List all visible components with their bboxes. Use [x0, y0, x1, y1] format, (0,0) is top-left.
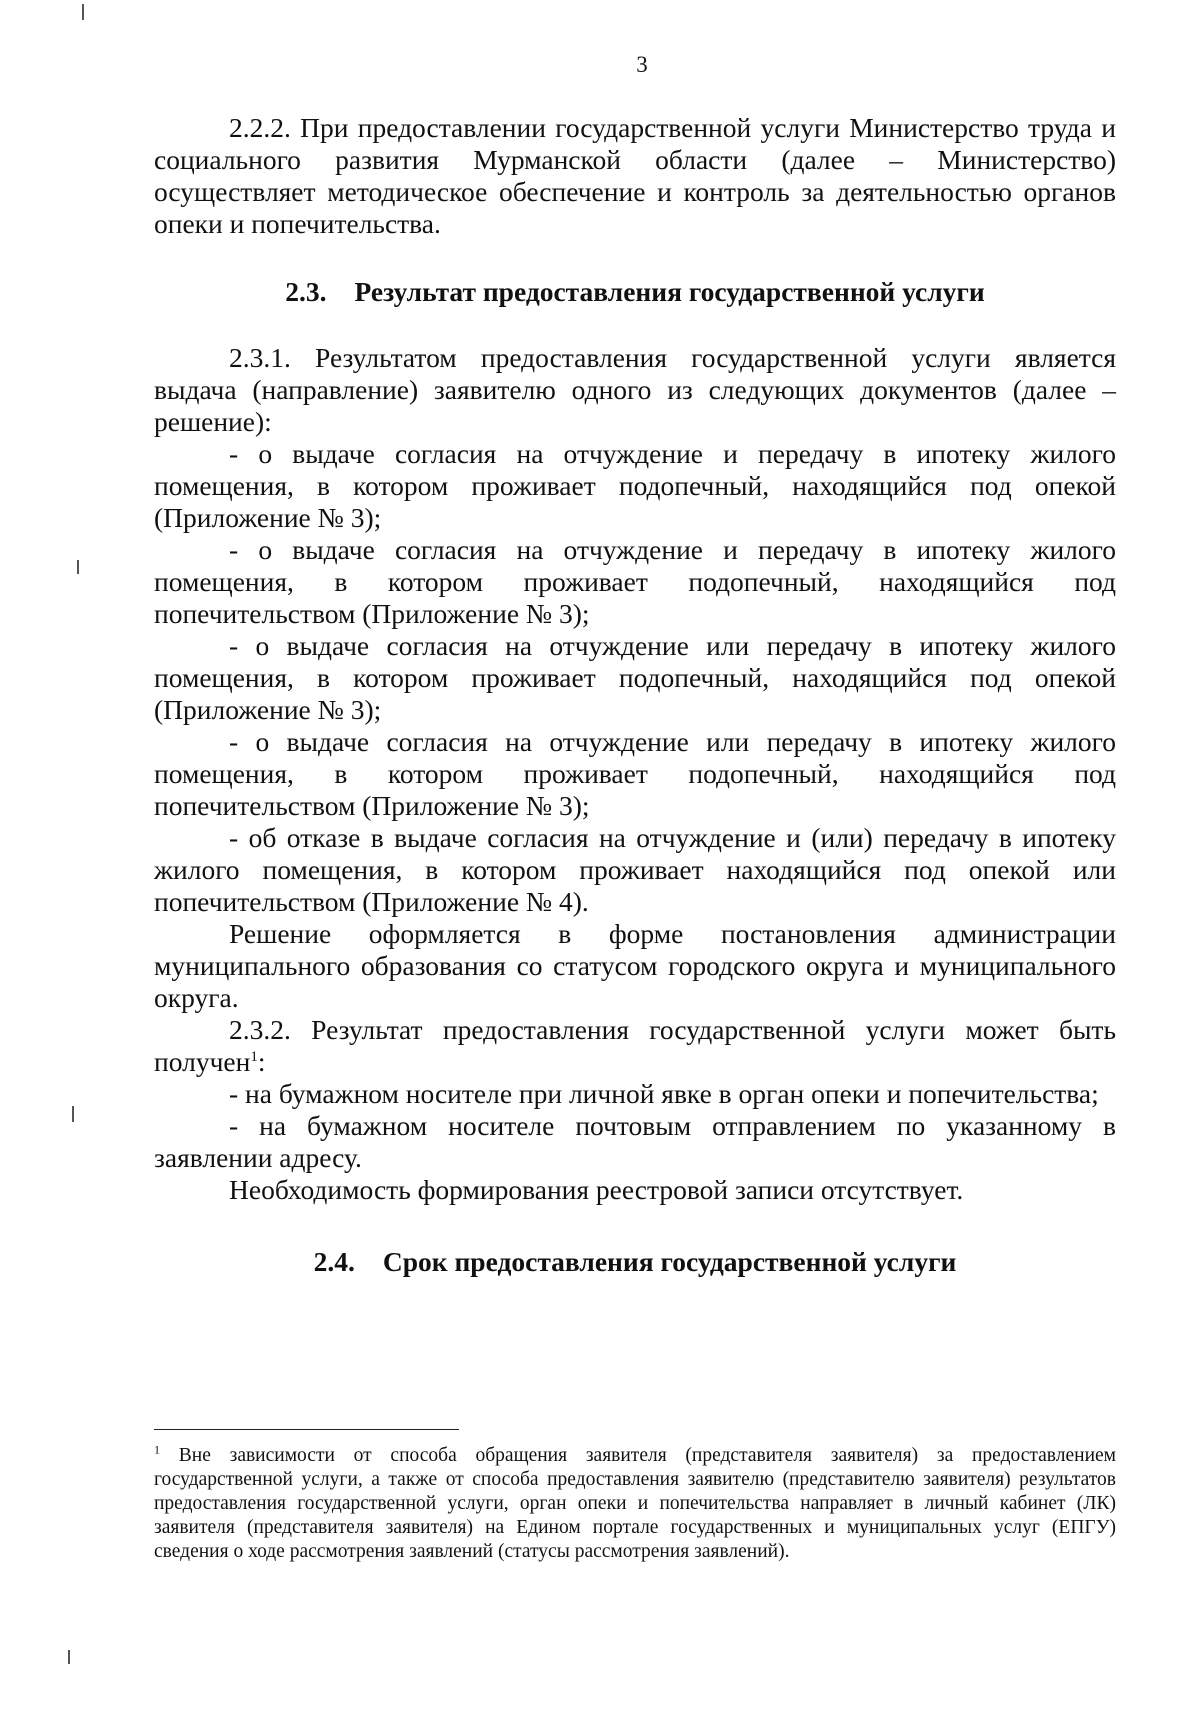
paragraph-2-3-2 — [154, 1014, 1116, 1078]
scan-margin-mark — [72, 1106, 74, 1122]
document-body — [154, 112, 1116, 1278]
list-item: - о выдаче согласия на отчуждение или передачу в ипотеку жилого помещения, в котором проживает подопечный, находящийся под опекой (Приложение № 3); — [154, 630, 1116, 725]
footnote-separator — [154, 1429, 459, 1430]
paragraph-registry: Необходимость формирования реестровой записи отсутствует. — [229, 1174, 964, 1205]
section-heading-2-3 — [154, 276, 1116, 308]
footnote-text: Вне зависимости от способа обращения заявителя (представителя заявителя) за предоставлением государственной услуги, а также от способа предоставления заявителю (представителю заявителя) результатов предоставления государственной услуги, орган опеки и попечительства направляет в личный кабинет (ЛК) заявителя (представителя заявителя) на Едином портале государственных и муниципальных услуг (ЕПГУ) сведения о ходе рассмотрения заявлений (статусы рассмотрения заявлений). — [154, 1445, 1117, 1562]
section-title: Срок предоставления государственной услуги — [382, 1246, 957, 1277]
footnote-reference: 1 — [250, 1048, 258, 1065]
list-item: - на бумажном носителе при личной явке в орган опеки и попечительства; — [229, 1078, 1099, 1109]
page-number: 3 — [636, 52, 648, 77]
list-item: - о выдаче согласия на отчуждение и передачу в ипотеку жилого помещения, в котором проживает подопечный, находящийся под попечительством (Приложение № 3); — [154, 534, 1116, 629]
footnote — [154, 1444, 1116, 1564]
section-number: 2.3. — [285, 276, 327, 307]
paragraph-2-3-2-text: 2.3.2. Результат предоставления государственной услуги может быть получен — [154, 1014, 1116, 1077]
list-item: - о выдаче согласия на отчуждение или передачу в ипотеку жилого помещения, в котором проживает подопечный, находящийся под попечительством (Приложение № 3); — [154, 726, 1116, 821]
paragraph-2-2-2: 2.2.2. При предоставлении государственной услуги Министерство труда и социального развития Мурманской области (далее – Министерство) осуществляет методическое обеспечение и контроль за деятельностью органов опеки и попечительства. — [154, 112, 1116, 239]
paragraph-decision: Решение оформляется в форме постановления администрации муниципального образования со статусом городского округа и муниципального округа. — [154, 918, 1116, 1013]
list-item: - на бумажном носителе почтовым отправлением по указанному в заявлении адресу. — [154, 1110, 1116, 1173]
scan-margin-mark — [77, 560, 79, 574]
scan-margin-mark — [82, 4, 84, 20]
section-number: 2.4. — [313, 1246, 355, 1277]
list-item: - о выдаче согласия на отчуждение и передачу в ипотеку жилого помещения, в котором проживает подопечный, находящийся под опекой (Приложение № 3); — [154, 438, 1116, 533]
scan-margin-mark — [68, 1650, 70, 1664]
section-heading-2-4 — [154, 1246, 1116, 1278]
paragraph-2-3-1: 2.3.1. Результатом предоставления государственной услуги является выдача (направление) заявителю одного из следующих документов (далее – решение): — [154, 342, 1116, 437]
paragraph-2-3-2-colon: : — [257, 1046, 266, 1077]
section-title: Результат предоставления государственной услуги — [354, 276, 985, 307]
footnote-marker: 1 — [154, 1442, 160, 1457]
list-item: - об отказе в выдаче согласия на отчуждение и (или) передачу в ипотеку жилого помещения, в котором проживает находящийся под опекой или попечительством (Приложение № 4). — [154, 822, 1116, 917]
